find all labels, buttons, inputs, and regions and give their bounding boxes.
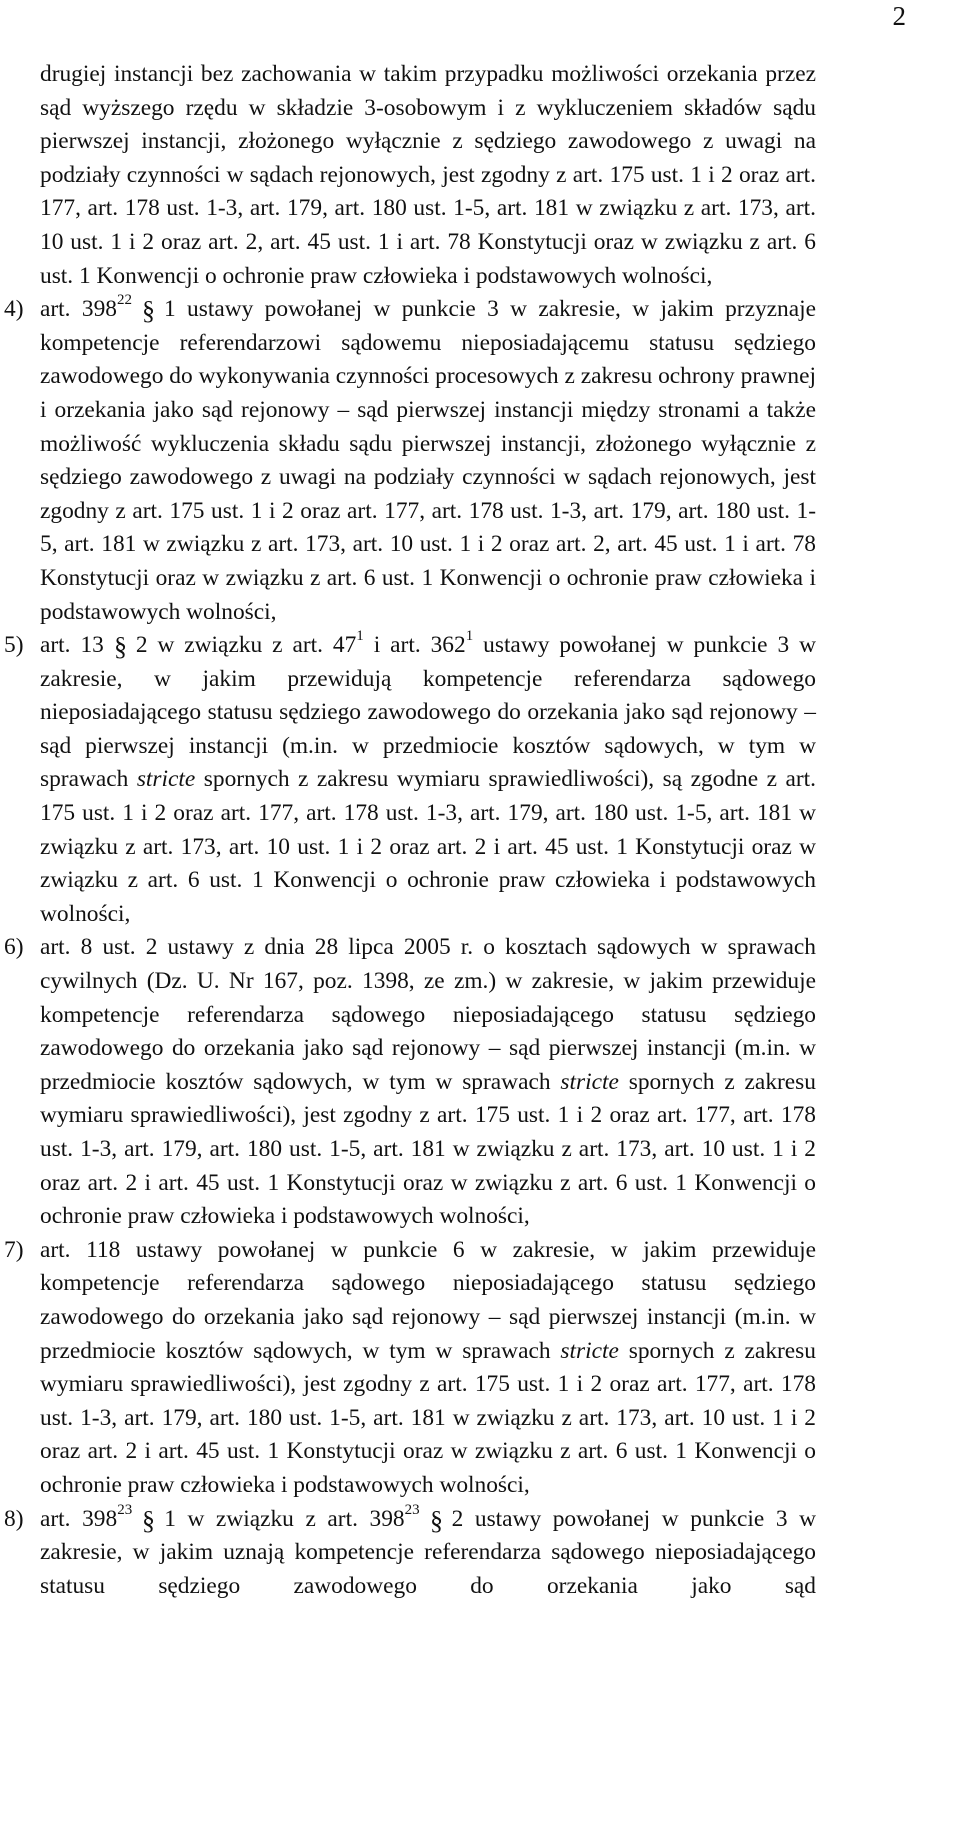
svg-text:§: § <box>142 1505 156 1535</box>
item-text: ustawy powołanej w punkcie 3 w zakresie, w jakim przewidują kompetencje referendarza sądowego nieposiadającego statusu sędziego zawodowego do orzekania jako sąd rejonowy – sąd pierwszej instancji (m.in. w przedmiocie kosztów sądowych, w tym w sprawach <box>40 632 816 793</box>
section-sign-icon <box>112 631 130 661</box>
list-item-5 <box>4 628 816 931</box>
item-text-part: 2 w związku z art. 47 <box>135 632 357 659</box>
page-number: 2 <box>892 1 906 31</box>
italic-term: stricte <box>560 1337 619 1364</box>
section-sign-icon <box>140 1505 158 1535</box>
item-number: 6) <box>4 934 24 961</box>
item-text: spornych z zakresu wymiaru sprawiedliwości), jest zgodny z art. 175 ust. 1 i 2 oraz art. 177, art. 178 ust. 1-3, art. 179, art. 180 ust. 1-5, art. 181 w związku z art. 173, art. 10 ust. 1 i 2 oraz art. 2 i art. 45 ust. 1 Konstytucji oraz w związku z art. 6 ust. 1 Konwencji o ochronie praw człowieka i podstawowych wolności, <box>40 1337 816 1498</box>
item-text: 2 ustawy powołanej w punkcie 3 w zakresie, w jakim uznają kompetencje referendarza sądowego nieposiadającego statusu sędziego zawodowego do orzekania jako sąd <box>40 1505 816 1599</box>
document-body <box>4 58 817 1603</box>
list-item-6 <box>4 931 816 1233</box>
svg-text:§: § <box>141 296 155 326</box>
item-text-part: 1 w związku z art. 398 <box>164 1505 405 1532</box>
list-item-8 <box>4 1501 816 1604</box>
item-text-part: i art. 362 <box>373 632 466 659</box>
item-number: 4) <box>4 296 24 323</box>
list-item-4 <box>4 292 817 629</box>
italic-term: stricte <box>560 1068 619 1095</box>
svg-text:§: § <box>113 632 127 662</box>
section-sign-icon <box>428 1505 446 1535</box>
superscript: 1 <box>356 628 364 645</box>
article-ref: art. 13 <box>40 632 104 659</box>
section-sign-icon <box>140 295 158 325</box>
item-number: 7) <box>4 1236 24 1263</box>
list-item-7 <box>4 1234 816 1503</box>
superscript: 1 <box>465 628 474 645</box>
intro-paragraph: drugiej instancji bez zachowania w takim przypadku możliwości orzekania przez sąd wyższego rzędu w składzie 3-osobowym i z wykluczeniem składów sądu pierwszej instancji, złożonego wyłącznie z sędziego zawodowego z uwagi na podziały czynności w sądach rejonowych, jest zgodny z art. 175 ust. 1 i 2 oraz art. 177, art. 178 ust. 1-3, art. 179, art. 180 ust. 1-5, art. 181 w związku z art. 173, art. 10 ust. 1 i 2 oraz art. 2, art. 45 ust. 1 i art. 78 Konstytucji oraz w związku z art. 6 ust. 1 Konwencji o ochronie praw człowieka i podstawowych wolności, <box>40 61 816 289</box>
item-text: spornych z zakresu wymiaru sprawiedliwości), są zgodne z art. 175 ust. 1 i 2 oraz art. 177, art. 178 ust. 1-3, art. 179, art. 180 ust. 1-5, art. 181 w związku z art. 173, art. 10 ust. 1 i 2 oraz art. 2 i art. 45 ust. 1 Konstytucji oraz w związku z art. 6 ust. 1 Konwencji o ochronie praw człowieka i podstawowych wolności, <box>40 766 816 927</box>
italic-term: stricte <box>136 766 196 793</box>
svg-text:§: § <box>429 1505 443 1535</box>
superscript: 23 <box>404 1501 420 1518</box>
item-text: 1 ustawy powołanej w punkcie 3 w zakresie, w jakim przyznaje kompetencje referendarzowi sądowemu nieposiadającemu statusu sędziego zawodowego do wykonywania czynności procesowych z zakresu ochrony prawnej i orzekania jako sąd rejonowy – sąd pierwszej instancji między stronami a także możliwość wykluczenia składu sądu pierwszej instancji, złożonego wyłącznie z sędziego zawodowego z uwagi na podziały czynności w sądach rejonowych, jest zgodny z art. 175 ust. 1 i 2 oraz art. 177, art. 178 ust. 1-3, art. 179, art. 180 ust. 1-5, art. 181 w związku z art. 173, art. 10 ust. 1 i 2 oraz art. 2, art. 45 ust. 1 i art. 78 Konstytucji oraz w związku z art. 6 ust. 1 Konwencji o ochronie praw człowieka i podstawowych wolności, <box>40 296 817 625</box>
item-number: 8) <box>4 1505 24 1532</box>
item-text: art. 8 ust. 2 ustawy z dnia 28 lipca 2005 r. o kosztach sądowych w sprawach cywilnych (Dz. U. Nr 167, poz. 1398, ze zm.) w zakresie, w jakim przewiduje kompetencje referendarza sądowego nieposiadającego statusu sędziego zawodowego do orzekania jako sąd rejonowy – sąd pierwszej instancji (m.in. w przedmiocie kosztów sądowych, w tym w sprawach <box>40 934 816 1095</box>
superscript: 22 <box>116 292 132 309</box>
article-ref: art. 398 <box>40 1505 118 1532</box>
item-number: 5) <box>4 632 24 659</box>
superscript: 23 <box>117 1501 133 1518</box>
item-text: spornych z zakresu wymiaru sprawiedliwości), jest zgodny z art. 175 ust. 1 i 2 oraz art. 177, art. 178 ust. 1-3, art. 179, art. 180 ust. 1-5, art. 181 w związku z art. 173, art. 10 ust. 1 i 2 oraz art. 2 i art. 45 ust. 1 Konstytucji oraz w związku z art. 6 ust. 1 Konwencji o ochronie praw człowieka i podstawowych wolności, <box>40 1068 816 1230</box>
article-ref: art. 398 <box>40 296 117 323</box>
item-text: art. 118 ustawy powołanej w punkcie 6 w zakresie, w jakim przewiduje kompetencje referendarza sądowego nieposiadającego statusu sędziego zawodowego do orzekania jako sąd rejonowy – sąd pierwszej instancji (m.in. w przedmiocie kosztów sądowych, w tym w sprawach <box>40 1236 816 1364</box>
